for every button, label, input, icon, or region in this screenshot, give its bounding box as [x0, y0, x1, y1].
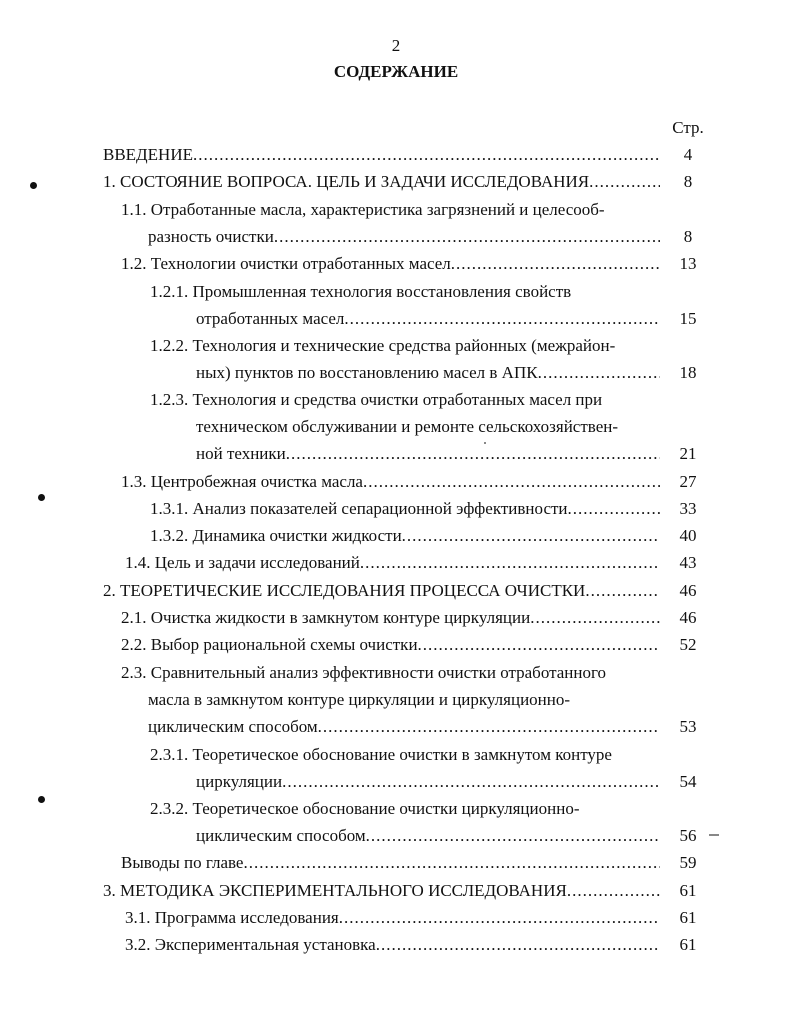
toc-entry-page: 18 [679, 363, 697, 382]
toc-entry-page: 8 [683, 227, 693, 246]
toc-entry [125, 932, 660, 958]
toc-entry-page: 43 [679, 553, 697, 572]
toc-entry-title: 1. СОСТОЯНИЕ ВОПРОСА. ЦЕЛЬ И ЗАДАЧИ ИССЛЕДОВАНИЯ [103, 172, 590, 191]
toc-entry [121, 605, 660, 631]
toc-entry [196, 306, 660, 332]
toc-entry [121, 251, 660, 277]
leader-dots [339, 905, 660, 931]
toc-entry-line: 2.3.1. Теоретическое обоснование очистки в замкнутом контуре [150, 745, 612, 764]
leader-dots [530, 605, 660, 631]
leader-dots [451, 251, 660, 277]
toc-entry [121, 850, 660, 876]
leader-dots [286, 441, 660, 467]
toc-entry-title: ной техники [196, 444, 286, 463]
toc-entry [148, 224, 660, 250]
toc-entry-page: 61 [679, 908, 697, 927]
toc-entry-page: 46 [679, 608, 697, 627]
toc-entry-page: 61 [679, 935, 697, 954]
scan-speck [709, 834, 719, 836]
toc-entry [148, 714, 660, 740]
leader-dots [568, 496, 660, 522]
toc-entry-page: 15 [679, 309, 697, 328]
toc-entry [125, 550, 660, 576]
toc-entry [196, 823, 660, 849]
toc-entry-title: 2.2. Выбор рациональной схемы очистки [121, 635, 418, 654]
toc-entry-page: 27 [679, 472, 697, 491]
toc-entry-line: 2.3. Сравнительный анализ эффективности очистки отработанного [121, 663, 607, 682]
page-number: 2 [391, 36, 401, 55]
page-title: СОДЕРЖАНИЕ [333, 62, 459, 81]
toc-entry-page: 21 [679, 444, 697, 463]
toc-entry-title: 3. МЕТОДИКА ЭКСПЕРИМЕНТАЛЬНОГО ИССЛЕДОВАНИЯ [103, 881, 567, 900]
toc-entry [103, 142, 660, 168]
leader-dots [243, 850, 660, 876]
toc-entry-page: 40 [679, 526, 697, 545]
toc-entry-title: отработанных масел [196, 309, 345, 328]
binding-hole-mark [30, 182, 37, 189]
toc-entry [150, 496, 660, 522]
toc-entry [196, 769, 660, 795]
binding-hole-mark [38, 494, 45, 501]
toc-entry-title: ВВЕДЕНИЕ [103, 145, 193, 164]
toc-entry-title: 3.1. Программа исследования [125, 908, 339, 927]
toc-entry-page: 52 [679, 635, 697, 654]
binding-hole-mark [38, 796, 45, 803]
toc-entry-title: Выводы по главе [121, 853, 244, 872]
toc-entry-title: разность очистки [148, 227, 274, 246]
leader-dots [585, 578, 660, 604]
toc-entry [196, 441, 660, 467]
toc-entry-page: 8 [683, 172, 693, 191]
leader-dots [538, 360, 660, 386]
toc-entry-page: 13 [679, 254, 697, 273]
toc-entry-line: 1.2.1. Промышленная технология восстановления свойств [150, 282, 572, 301]
toc-entry-page: 56 [679, 826, 697, 845]
leader-dots [376, 932, 660, 958]
leader-dots [274, 224, 660, 250]
leader-dots [344, 306, 660, 332]
toc-entry-title: 1.3. Центробежная очистка масла [121, 472, 363, 491]
leader-dots [363, 469, 660, 495]
toc-entry [125, 905, 660, 931]
leader-dots [418, 632, 660, 658]
toc-entry-line: техническом обслуживании и ремонте сельскохозяйствен- [196, 417, 618, 436]
leader-dots [282, 769, 660, 795]
toc-entry-title: 1.4. Цель и задачи исследований [125, 553, 360, 572]
leader-dots [193, 142, 660, 168]
toc-entry-title: циклическим способом [196, 826, 366, 845]
toc-entry [150, 523, 660, 549]
page-column-header: Стр. [672, 118, 704, 137]
leader-dots [318, 714, 660, 740]
toc-entry-page: 46 [679, 581, 697, 600]
toc-entry [196, 360, 660, 386]
toc-entry-title: циркуляции [196, 772, 283, 791]
toc-entry-title: 2. ТЕОРЕТИЧЕСКИЕ ИССЛЕДОВАНИЯ ПРОЦЕССА ОЧИСТКИ [103, 581, 586, 600]
toc-entry-title: ных) пунктов по восстановлению масел в АПК [196, 363, 538, 382]
toc-entry-title: циклическим способом [148, 717, 318, 736]
toc-entry-page: 54 [679, 772, 697, 791]
toc-entry-page: 59 [679, 853, 697, 872]
toc-entry-line: 1.1. Отработанные масла, характеристика загрязнений и целесооб- [121, 200, 605, 219]
toc-entry-title: 1.3.2. Динамика очистки жидкости [150, 526, 402, 545]
toc-entry-page: 4 [683, 145, 693, 164]
leader-dots [567, 878, 660, 904]
toc-entry-page: 61 [679, 881, 697, 900]
toc-entry-line: масла в замкнутом контуре циркуляции и циркуляционно- [148, 690, 571, 709]
toc-entry-title: 1.2. Технологии очистки отработанных масел [121, 254, 451, 273]
leader-dots [360, 550, 660, 576]
leader-dots [366, 823, 660, 849]
leader-dots [589, 169, 660, 195]
leader-dots [402, 523, 660, 549]
toc-entry [121, 469, 660, 495]
toc-entry-title: 1.3.1. Анализ показателей сепарационной эффективности [150, 499, 568, 518]
toc-entry-title: 2.1. Очистка жидкости в замкнутом контуре циркуляции [121, 608, 531, 627]
toc-entry-page: 53 [679, 717, 697, 736]
toc-entry-line: 1.2.2. Технология и технические средства районных (межрайон- [150, 336, 616, 355]
toc-entry [103, 169, 660, 195]
toc-entry-line: 1.2.3. Технология и средства очистки отработанных масел при [150, 390, 603, 409]
toc-entry-line: 2.3.2. Теоретическое обоснование очистки циркуляционно- [150, 799, 580, 818]
toc-entry [121, 632, 660, 658]
toc-entry [103, 878, 660, 904]
toc-entry-page: 33 [679, 499, 697, 518]
toc-entry [103, 578, 660, 604]
toc-entry-title: 3.2. Экспериментальная установка [125, 935, 376, 954]
